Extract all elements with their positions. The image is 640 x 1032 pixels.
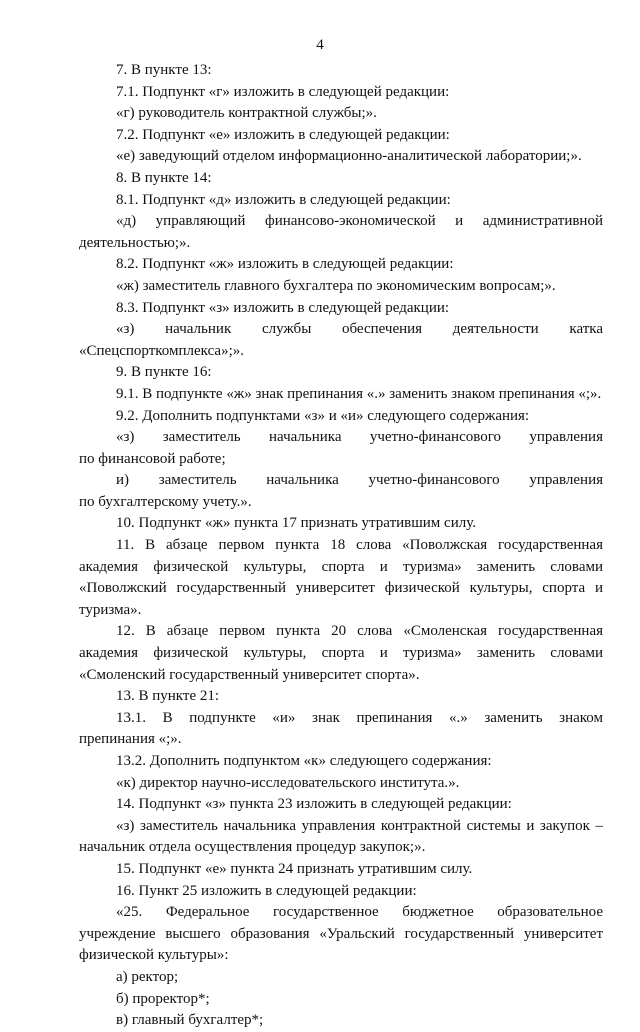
text-line: 7.1. Подпункт «г» изложить в следующей редакции: xyxy=(116,83,450,100)
text-line: 9.1. В подпункте «ж» знак препинания «.» заменить знаком препинания «;». xyxy=(116,385,602,402)
text-line: начальник отдела осуществления процедур закупок;». xyxy=(79,839,426,856)
text-line: 9. В пункте 16: xyxy=(116,364,212,381)
text-line: по бухгалтерскому учету.». xyxy=(79,493,252,510)
page-number: 4 xyxy=(316,37,324,53)
text-line: 13. В пункте 21: xyxy=(116,688,220,705)
text-line: 13.2. Дополнить подпунктом «к» следующего содержания: xyxy=(116,753,492,769)
text-line: б) проректор*; xyxy=(116,990,210,1007)
document-body xyxy=(79,60,603,1032)
text-line: «к) директор научно-исследовательского института.». xyxy=(116,774,460,791)
text-line: 7. В пункте 13: xyxy=(116,62,212,78)
text-line: «з) заместитель начальника управления контрактной системы и закупок – xyxy=(116,817,603,834)
text-line: «д) управляющий финансово-экономической и административной xyxy=(116,213,603,230)
text-line: 10. Подпункт «ж» пункта 17 признать утратившим силу. xyxy=(116,515,476,532)
text-line: 8.1. Подпункт «д» изложить в следующей редакции: xyxy=(116,191,451,208)
text-line: 15. Подпункт «е» пункта 24 признать утратившим силу. xyxy=(116,860,473,877)
text-line: деятельностью;». xyxy=(79,234,191,251)
text-line: «Смоленский государственный университет спорта». xyxy=(79,666,420,683)
text-line: «Поволжский государственный университет физической культуры, спорта и xyxy=(79,580,603,597)
text-line: по финансовой работе; xyxy=(79,450,226,467)
text-line: «з) начальник службы обеспечения деятельности катка xyxy=(116,321,603,338)
text-line: а) ректор; xyxy=(116,968,179,985)
text-line: физической культуры»: xyxy=(79,947,229,964)
text-line: 13.1. В подпункте «и» знак препинания «.» заменить знаком xyxy=(116,709,603,726)
text-line: академия физической культуры, спорта и туризма» заменить словами xyxy=(79,558,603,575)
text-line: 8. В пункте 14: xyxy=(116,169,212,186)
text-line: академия физической культуры, спорта и туризма» заменить словами xyxy=(79,645,603,662)
text-line: и) заместитель начальника учетно-финансового управления xyxy=(116,472,603,489)
text-line: «25. Федеральное государственное бюджетное образовательное xyxy=(116,904,603,921)
text-line: «Спецспорткомплекса»;». xyxy=(79,342,244,359)
text-line: 16. Пункт 25 изложить в следующей редакции: xyxy=(116,882,417,899)
text-line: 8.3. Подпункт «з» изложить в следующей редакции: xyxy=(116,299,450,316)
text-line: в) главный бухгалтер*; xyxy=(116,1012,264,1029)
text-line: 9.2. Дополнить подпунктами «з» и «и» следующего содержания: xyxy=(116,407,530,424)
text-line: 14. Подпункт «з» пункта 23 изложить в следующей редакции: xyxy=(116,796,512,813)
text-line: 8.2. Подпункт «ж» изложить в следующей редакции: xyxy=(116,256,454,273)
text-line: «ж) заместитель главного бухгалтера по экономическим вопросам;». xyxy=(116,277,556,294)
text-line: «з) заместитель начальника учетно-финансового управления xyxy=(116,429,603,446)
text-line: 11. В абзаце первом пункта 18 слова «Поволжская государственная xyxy=(116,537,603,554)
text-line: 12. В абзаце первом пункта 20 слова «Смоленская государственная xyxy=(116,623,603,640)
text-line: туризма». xyxy=(79,601,142,618)
text-line: «г) руководитель контрактной службы;». xyxy=(116,105,377,122)
text-line: учреждение высшего образования «Уральский государственный университет xyxy=(79,925,603,942)
text-line: «е) заведующий отделом информационно-аналитической лаборатории;». xyxy=(116,148,582,165)
text-line: препинания «;». xyxy=(79,731,182,748)
text-line: 7.2. Подпункт «е» изложить в следующей редакции: xyxy=(116,126,450,143)
